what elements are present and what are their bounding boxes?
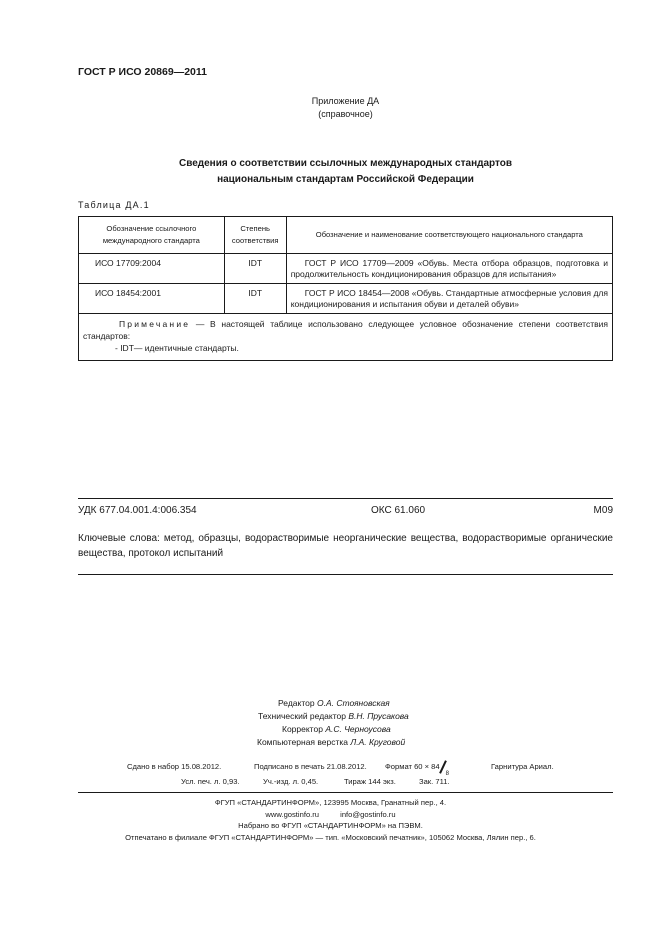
cell-national: ГОСТ Р ИСО 17709—2009 «Обувь. Места отбора образцов, подготовка и продолжительность кондиционирования образцов для испытания»: [286, 254, 612, 284]
credit-tech-editor: [258, 710, 409, 723]
header-national-standard: Обозначение и наименование соответствующего национального стандарта: [286, 217, 612, 254]
printed-sheets: Усл. печ. л. 0,93.: [181, 777, 240, 786]
cell-degree: IDT: [224, 284, 286, 314]
publisher-typeset: Набрано во ФГУП «СТАНДАРТИНФОРМ» на ПЭВМ.: [238, 821, 423, 830]
publisher-address: ФГУП «СТАНДАРТИНФОРМ», 123995 Москва, Гранатный пер., 4.: [214, 798, 447, 807]
circulation: Тираж 144 экз.: [344, 777, 396, 786]
credit-editor: [278, 697, 390, 710]
cell-ref: ИСО 18454:2001: [79, 284, 225, 314]
table-caption: Таблица ДА.1: [78, 200, 150, 210]
table-note-row: [79, 314, 613, 361]
publisher-contacts: [0, 809, 661, 821]
table-row: [79, 284, 613, 314]
publisher-website[interactable]: www.gostinfo.ru: [265, 809, 320, 819]
typeface: Гарнитура Ариал.: [491, 762, 554, 771]
cell-national: ГОСТ Р ИСО 18454—2008 «Обувь. Стандартные атмосферные условия для кондиционирования и испытания обуви и деталей обуви»: [286, 284, 612, 314]
paper-format: [385, 759, 450, 777]
note-label: Примечание: [119, 319, 191, 329]
section-title: [78, 156, 613, 188]
credit-name: О.А. Стояновская: [316, 698, 390, 708]
credit-name: А.С. Черноусова: [325, 724, 391, 734]
header-international-standard: Обозначение ссылочного международного стандарта: [79, 217, 225, 254]
section-title-line-1: Сведения о соответствии ссылочных международных стандартов: [178, 158, 513, 169]
publisher-printer: Отпечатано в филиале ФГУП «СТАНДАРТИНФОРМ» — тип. «Московский печатник», 105062 Москва, Лялин пер., 6.: [125, 832, 536, 842]
submitted-date: Сдано в набор 15.08.2012.: [127, 762, 222, 771]
divider-keywords: [78, 574, 613, 575]
document-code: ГОСТ Р ИСО 20869—2011: [78, 66, 207, 78]
section-title-line-2: национальным стандартам Российской Федерации: [217, 174, 474, 185]
publisher-email[interactable]: info@gostinfo.ru: [340, 809, 396, 819]
note-item: - IDT— идентичные стандарты.: [115, 343, 239, 353]
classification-code: М09: [593, 505, 613, 516]
credit-name: Л.А. Круговой: [350, 737, 406, 747]
order-number: Зак. 711.: [419, 777, 450, 786]
credit-role: Корректор: [282, 724, 323, 734]
header-degree: Степень соответствия: [224, 217, 286, 254]
annex-heading: [0, 95, 661, 121]
credit-role: Технический редактор: [258, 711, 346, 721]
note-paragraph: [83, 318, 608, 342]
credit-role: Редактор: [278, 698, 315, 708]
annex-type: (справочное): [318, 109, 373, 119]
credit-role: Компьютерная верстка: [257, 737, 349, 747]
table-header-row: [79, 217, 613, 254]
table-row: [79, 254, 613, 284]
divider-top: [78, 498, 613, 499]
annex-title: Приложение ДА: [311, 96, 380, 106]
credit-corrector: [282, 723, 391, 736]
publisher-block: [0, 797, 661, 843]
oks-code: ОКС 61.060: [371, 505, 426, 516]
credit-layout: [257, 736, 405, 749]
cell-ref: ИСО 17709:2004: [79, 254, 225, 284]
note-text: — В настоящей таблице использовано следующее условное обозначение степени соответствия стандартов:: [83, 319, 608, 341]
fraction-slash-icon: [440, 762, 450, 777]
standards-table: [78, 216, 613, 361]
format-prefix: Формат 60 × 84: [385, 762, 440, 771]
table-note: [79, 314, 613, 361]
signed-date: Подписано в печать 21.08.2012.: [254, 762, 367, 771]
cell-degree: IDT: [224, 254, 286, 284]
credit-name: В.Н. Прусакова: [348, 711, 409, 721]
publisher-sheets: Уч.-изд. л. 0,45.: [263, 777, 319, 786]
divider-publisher: [78, 792, 613, 793]
keywords: Ключевые слова: метод, образцы, водорастворимые неорганические вещества, водорастворимые органические вещества, протокол испытаний: [78, 533, 613, 559]
format-denominator: 8: [445, 771, 449, 777]
udk-code: УДК 677.04.001.4:006.354: [78, 505, 197, 516]
